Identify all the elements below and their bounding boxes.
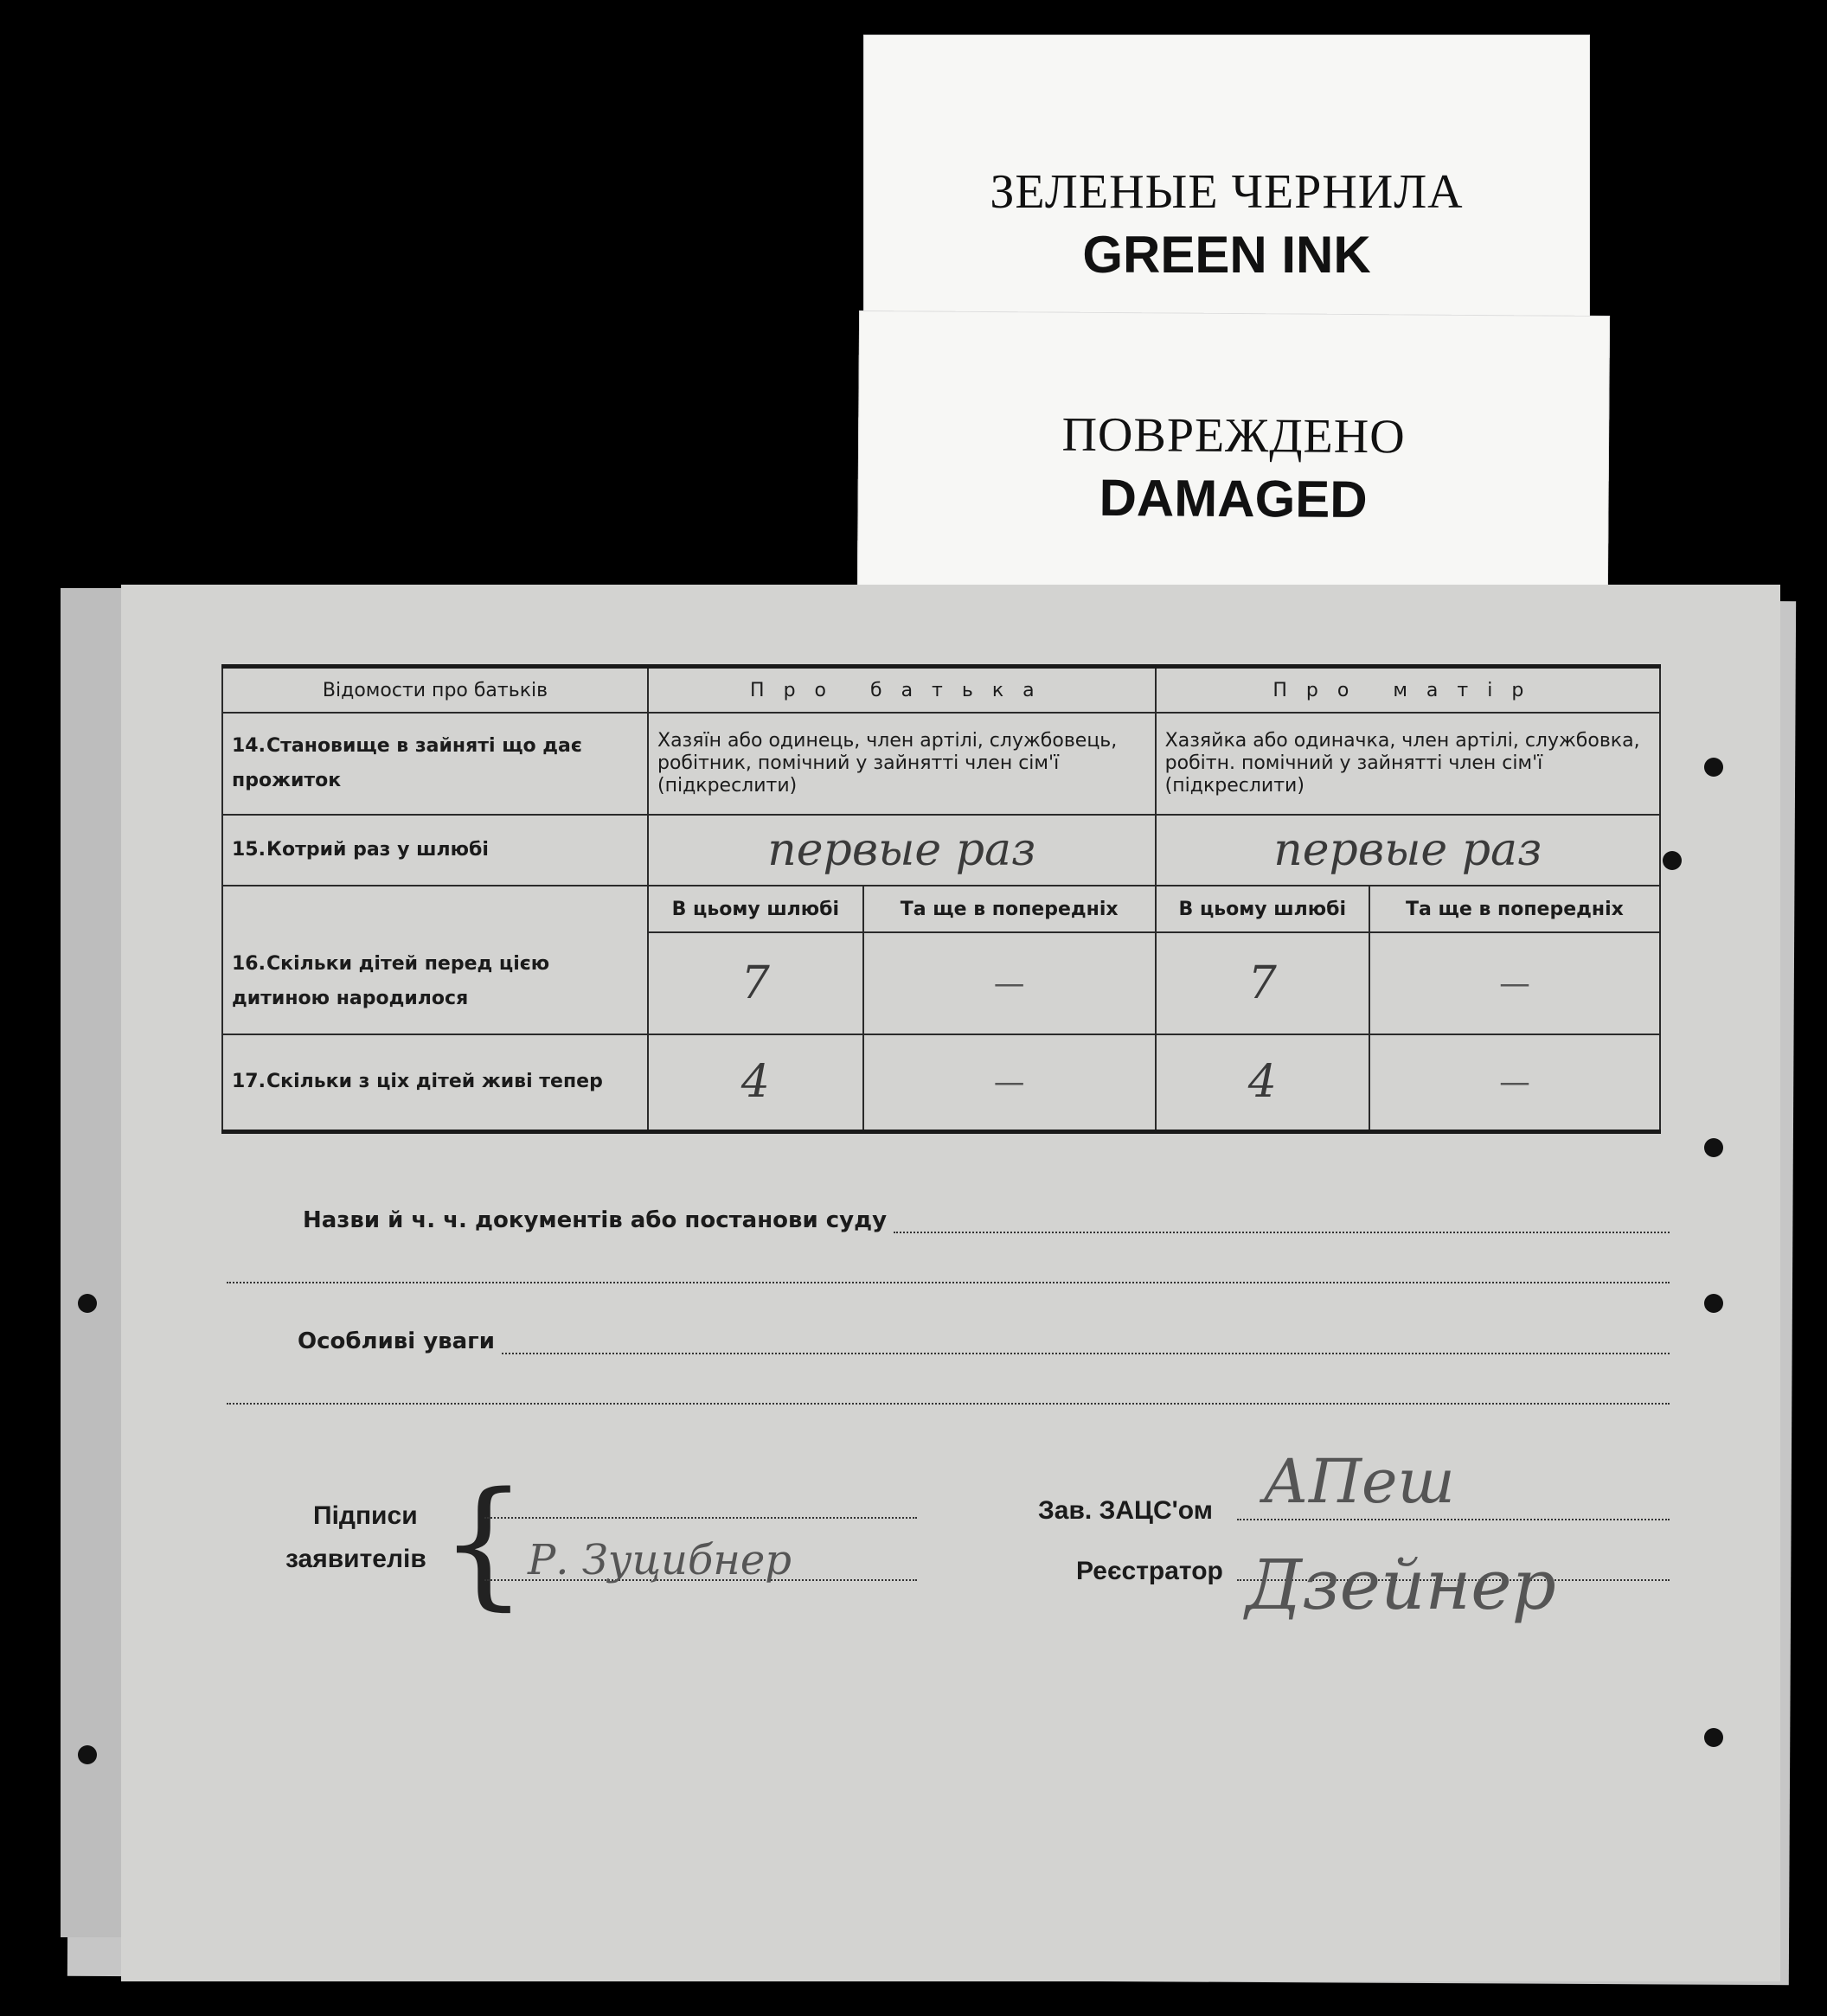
- notes-line: [502, 1334, 1670, 1354]
- father-marriage-count: первые раз: [648, 815, 1156, 886]
- parents-info-table: [221, 664, 1661, 1134]
- green-ink-ru: ЗЕЛЕНЫЕ ЧЕРНИЛА: [990, 165, 1464, 219]
- header-parents-info: Відомости про батьків: [222, 667, 648, 714]
- subheader-previous: Та ще в попередніх: [863, 886, 1156, 932]
- damaged-ru: ПОВРЕЖДЕНО: [1061, 407, 1406, 464]
- children-born-mother-this: 7: [1156, 932, 1369, 1034]
- children-born-mother-prev: —: [1369, 932, 1660, 1034]
- applicant-signature: Р. Зуцибнер: [528, 1536, 792, 1584]
- punch-hole: [78, 1745, 97, 1764]
- mother-marriage-count: первые раз: [1156, 815, 1660, 886]
- punch-hole: [1704, 758, 1723, 777]
- table-header-row: [222, 667, 1660, 714]
- mother-occupation: Хазяйка або одиначка, член артілі, службовка, робітн. помічний у зайнятті член сім'ї (підкреслити): [1156, 713, 1660, 815]
- punch-hole: [78, 1294, 97, 1313]
- question-16: 16.Скільки дітей перед цією дитиною народилося: [222, 886, 648, 1034]
- head-label: Зав. ЗАЦС'ом: [1038, 1496, 1213, 1525]
- punch-hole: [1663, 851, 1682, 870]
- subheader-row: [222, 886, 1660, 932]
- subheader-this-marriage: В цьому шлюбі: [648, 886, 863, 932]
- children-alive-father-this: 4: [648, 1034, 863, 1131]
- children-alive-mother-prev: —: [1369, 1034, 1660, 1131]
- applicants-label-1: Підписи: [313, 1501, 418, 1530]
- question-14: 14.Становище в зайняті що дає прожиток: [222, 713, 648, 815]
- punch-hole: [1704, 1294, 1723, 1313]
- notes-field: [298, 1328, 1670, 1354]
- punch-hole: [1704, 1138, 1723, 1157]
- notes-label: Особливі уваги: [298, 1328, 495, 1354]
- applicant-sig-line-1: [484, 1517, 917, 1519]
- notes-line-2: [227, 1403, 1670, 1405]
- punch-hole: [1704, 1728, 1723, 1747]
- head-signature: АПеш: [1263, 1446, 1455, 1517]
- subheader-this-marriage: В цьому шлюбі: [1156, 886, 1369, 932]
- table-row: [222, 1034, 1660, 1131]
- header-father: Про батька: [648, 667, 1156, 714]
- green-ink-en: GREEN INK: [1082, 226, 1371, 284]
- applicants-label-2: заявителів: [285, 1545, 426, 1573]
- header-mother: Про матір: [1156, 667, 1660, 714]
- question-17: 17.Скільки з ціх дітей живі тепер: [222, 1034, 648, 1131]
- brace-icon: {: [439, 1462, 528, 1623]
- documents-label: Назви й ч. ч. документів або постанови суду: [303, 1207, 888, 1233]
- damaged-en: DAMAGED: [1099, 468, 1368, 529]
- damaged-label-card: [857, 310, 1610, 591]
- documents-field: [303, 1207, 1670, 1233]
- subheader-previous: Та ще в попередніх: [1369, 886, 1660, 932]
- question-15: 15.Котрий раз у шлюбі: [222, 815, 648, 886]
- children-alive-father-prev: —: [863, 1034, 1156, 1131]
- form-sheet: [121, 585, 1780, 1981]
- table-row: [222, 713, 1660, 815]
- green-ink-label-card: [863, 35, 1590, 346]
- registrar-signature: Дзейнер: [1246, 1545, 1556, 1625]
- head-sig-line: [1237, 1519, 1670, 1520]
- father-occupation: Хазяїн або одинець, член артілі, службовець, робітник, помічний у зайнятті член сім'ї (підкреслити): [648, 713, 1156, 815]
- children-born-father-this: 7: [648, 932, 863, 1034]
- registrar-label: Реєстратор: [1076, 1557, 1223, 1585]
- children-alive-mother-this: 4: [1156, 1034, 1369, 1131]
- documents-line: [894, 1213, 1670, 1233]
- documents-line-2: [227, 1282, 1670, 1283]
- table-row: [222, 815, 1660, 886]
- children-born-father-prev: —: [863, 932, 1156, 1034]
